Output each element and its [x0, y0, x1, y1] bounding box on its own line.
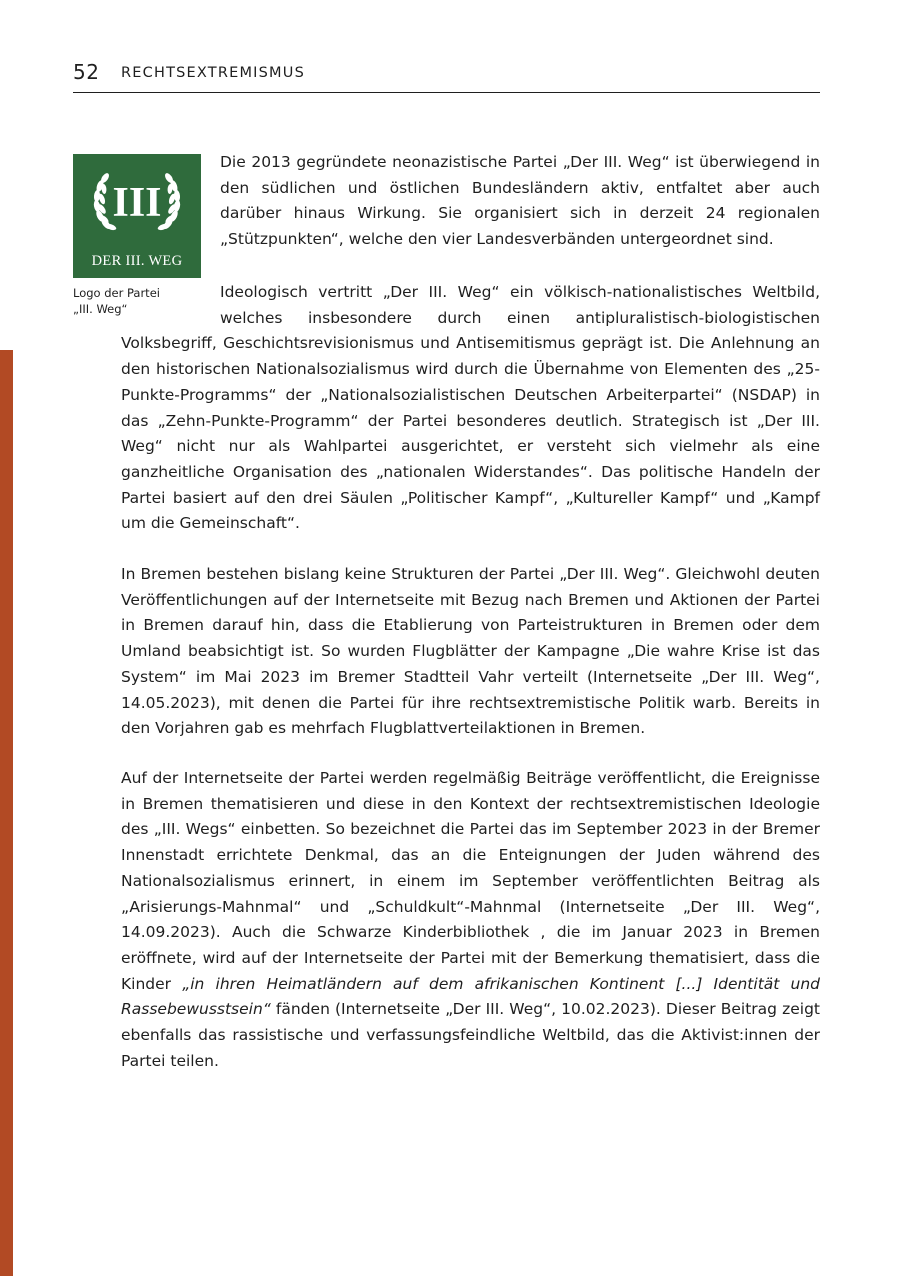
logo-caption-line1: Logo der Partei [73, 286, 160, 300]
logo-numeral: III [112, 180, 162, 226]
page-number: 52 [73, 60, 100, 84]
logo-caption-line2: „III. Weg“ [73, 302, 128, 316]
paragraph-internet-quote: „in ihren Heimatländern auf dem afrikanischen Kontinent [...] Identität und Rassebewusstsein“ [121, 974, 820, 1019]
paragraph-internet-part1: Auf der Internetseite der Partei werden regelmäßig Beiträge veröffentlicht, die Ereignisse in Bremen thematisieren und diese in den Kontext der rechtsextremistischen Ideologie des „III. Wegs“ einbetten. So bezeichnet die Partei das im September 2023 in der Bremer Innenstadt errichtete Denkmal, das an die Enteignungen der Juden während des Nationalsozialismus erinnert, in einem im September veröffentlichten Beitrag als „Arisierungs-Mahnmal“ und „Schuldkult“-Mahnmal (Internetseite „Der III. Weg“, 14.09.2023). Auch die Schwarze Kinderbibliothek , die im Januar 2023 in Bremen eröffnete, wird auf der Internetseite der Partei mit der Bemerkung thematisiert, dass die Kinder [121, 769, 820, 993]
page-header [73, 60, 820, 93]
section-title: RECHTSEXTREMISMUS [121, 65, 305, 81]
paragraph-internet-part2: fänden (Internetseite „Der III. Weg“, 10.02.2023). Dieser Beitrag zeigt ebenfalls das rassistische und verfassungsfeindliche Weltbild, das die Aktivist:innen der Partei teilen. [121, 1000, 820, 1070]
logo-wordmark: DER III. WEG [91, 253, 183, 269]
caption-spacer [121, 280, 220, 328]
paragraph-ideology-text: Ideologisch vertritt „Der III. Weg“ ein völkisch-nationalistisches Weltbild, welches insbesondere durch einen antipluralistisch-biologistischen Volksbegriff, Geschichtsrevisionismus und Antisemitismus geprägt ist. Die Anlehnung an den historischen Nationalsozialismus wird durch die Übernahme von Elementen des „25-Punkte-Programms“ der „Nationalsozialistischen Deutschen Arbeiterpartei“ (NSDAP) in das „Zehn-Punkte-Programm“ der Partei besonderes deutlich. Strategisch ist „Der III. Weg“ nicht nur als Wahlpartei ausgerichtet, er versteht sich vielmehr als eine ganzheitliche Organisation des „nationalen Widerstandes“. Das politische Handeln der Partei basiert auf den drei Säulen „Politischer Kampf“, „Kultureller Kampf“ und „Kampf um die Gemeinschaft“. [121, 283, 820, 533]
paragraph-intro: Die 2013 gegründete neonazistische Partei „Der III. Weg“ ist überwiegend in den südlichen und östlichen Bundesländern aktiv, entfaltet aber auch darüber hinaus Wirkung. Sie organisiert sich in derzeit 24 regionalen „Stützpunkten“, welche den vier Landesverbänden untergeordnet sind. [220, 153, 820, 249]
laurel-wreath-icon [73, 154, 201, 278]
paragraph-bremen: In Bremen bestehen bislang keine Strukturen der Partei „Der III. Weg“. Gleichwohl deuten Veröffentlichungen auf der Internetseite mit Bezug nach Bremen und Aktionen der Partei in Bremen darauf hin, dass die Etablierung von Parteistrukturen in Bremen oder dem Umland beabsichtigt ist. So wurden Flugblätter der Kampagne „Die wahre Krise ist das System“ im Mai 2023 im Bremer Stadtteil Vahr verteilt (Internetseite „Der III. Weg“, 14.05.2023), mit denen die Partei für ihre rechtsextremistische Politik warb. Bereits in den Vorjahren gab es mehrfach Flugblattverteilaktionen in Bremen. [121, 565, 820, 738]
party-logo [73, 154, 201, 278]
paragraph-ideology [121, 280, 820, 537]
paragraph-internet [121, 766, 820, 1074]
accent-side-bar [0, 350, 13, 1276]
